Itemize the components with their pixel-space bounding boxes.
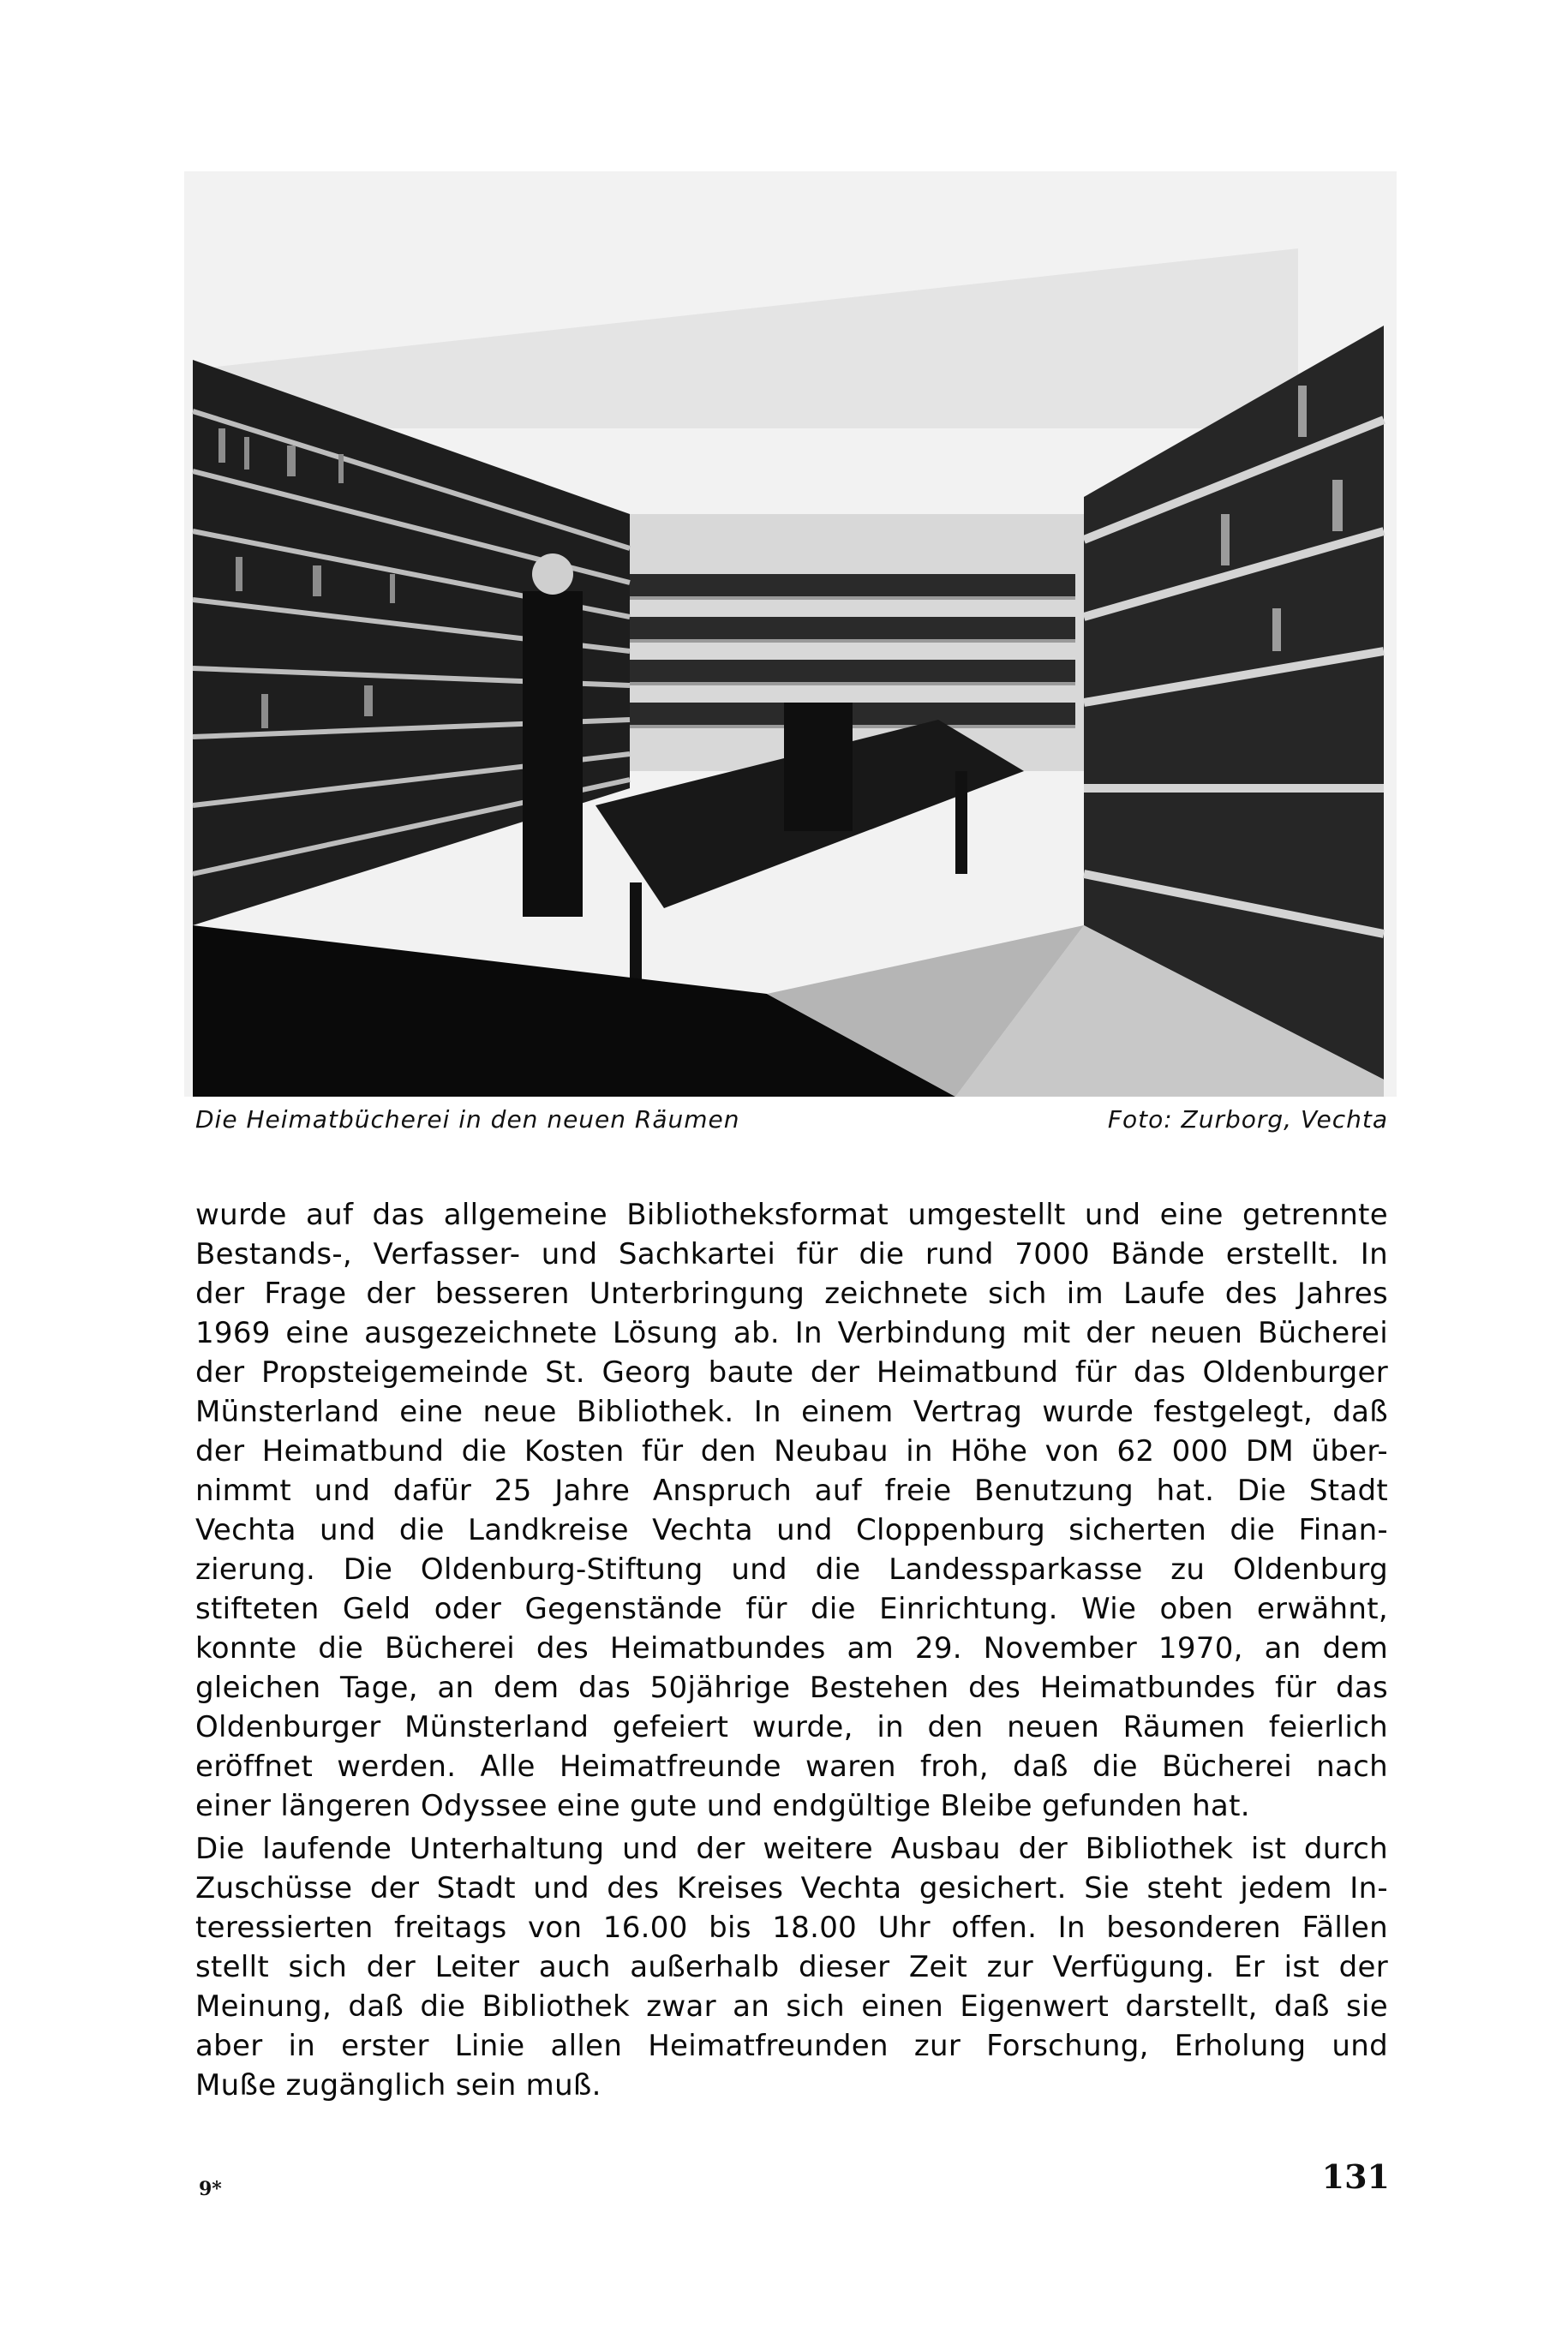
text-line: Meinung, daß die Bibliothek zwar an sich einen Eigenwert darstellt, daß sie <box>195 1989 1388 2024</box>
text-line: der Propsteigemeinde St. Georg baute der Heimatbund für das Oldenburger <box>195 1355 1388 1390</box>
text-line: stifteten Geld oder Gegenstände für die Einrichtung. Wie oben erwähnt, <box>195 1592 1388 1626</box>
photo-credit: Foto: Zurborg, Vechta <box>1107 1105 1388 1134</box>
text-line: nimmt und dafür 25 Jahre Anspruch auf freie Benutzung hat. Die Stadt <box>195 1474 1388 1508</box>
text-line: aber in erster Linie allen Heimatfreunden zur Forschung, Erholung und <box>195 2029 1388 2063</box>
text-line: der Heimatbund die Kosten für den Neubau in Höhe von 62 000 DM über- <box>195 1434 1388 1469</box>
text-line: wurde auf das allgemeine Bibliotheksformat umgestellt und eine getrennte <box>195 1198 1388 1232</box>
text-line: 1969 eine ausgezeichnete Lösung ab. In Verbindung mit der neuen Bücherei <box>195 1316 1388 1350</box>
page-number: 131 <box>1321 2157 1390 2196</box>
library-photo-illustration <box>184 171 1397 1097</box>
text-line: Vechta und die Landkreise Vechta und Cloppenburg sicherten die Finan- <box>195 1513 1388 1547</box>
text-line: Die laufende Unterhaltung und der weitere Ausbau der Bibliothek ist durch <box>195 1832 1388 1866</box>
text-line: Muße zugänglich sein muß. <box>195 2068 601 2103</box>
text-line: eröffnet werden. Alle Heimatfreunde waren froh, daß die Bücherei nach <box>195 1750 1388 1784</box>
text-line: Zuschüsse der Stadt und des Kreises Vechta gesichert. Sie steht jedem In- <box>195 1871 1388 1905</box>
text-line: gleichen Tage, an dem das 50jährige Bestehen des Heimatbundes für das <box>195 1671 1388 1705</box>
library-photo <box>184 171 1397 1097</box>
photo-caption: Die Heimatbücherei in den neuen Räumen <box>195 1105 740 1134</box>
paragraph-2 <box>195 1829 1388 2105</box>
printer-signature-mark: 9* <box>199 2178 222 2200</box>
text-line: Münsterland eine neue Bibliothek. In einem Vertrag wurde festgelegt, daß <box>195 1395 1388 1429</box>
text-line: der Frage der besseren Unterbringung zeichnete sich im Laufe des Jahres <box>195 1277 1388 1311</box>
text-line: stellt sich der Leiter auch außerhalb dieser Zeit zur Verfügung. Er ist der <box>195 1950 1388 1984</box>
text-line: Oldenburger Münsterland gefeiert wurde, in den neuen Räumen feierlich <box>195 1710 1388 1744</box>
text-line: Bestands-, Verfasser- und Sachkartei für die rund 7000 Bände erstellt. In <box>195 1237 1388 1271</box>
text-line: einer längeren Odyssee eine gute und endgültige Bleibe gefunden hat. <box>195 1789 1250 1823</box>
paragraph-1 <box>195 1195 1388 1826</box>
text-line: konnte die Bücherei des Heimatbundes am 29. November 1970, an dem <box>195 1631 1388 1666</box>
text-line: teressierten freitags von 16.00 bis 18.00 Uhr offen. In besonderen Fällen <box>195 1911 1388 1945</box>
text-line: zierung. Die Oldenburg-Stiftung und die Landessparkasse zu Oldenburg <box>195 1552 1388 1587</box>
